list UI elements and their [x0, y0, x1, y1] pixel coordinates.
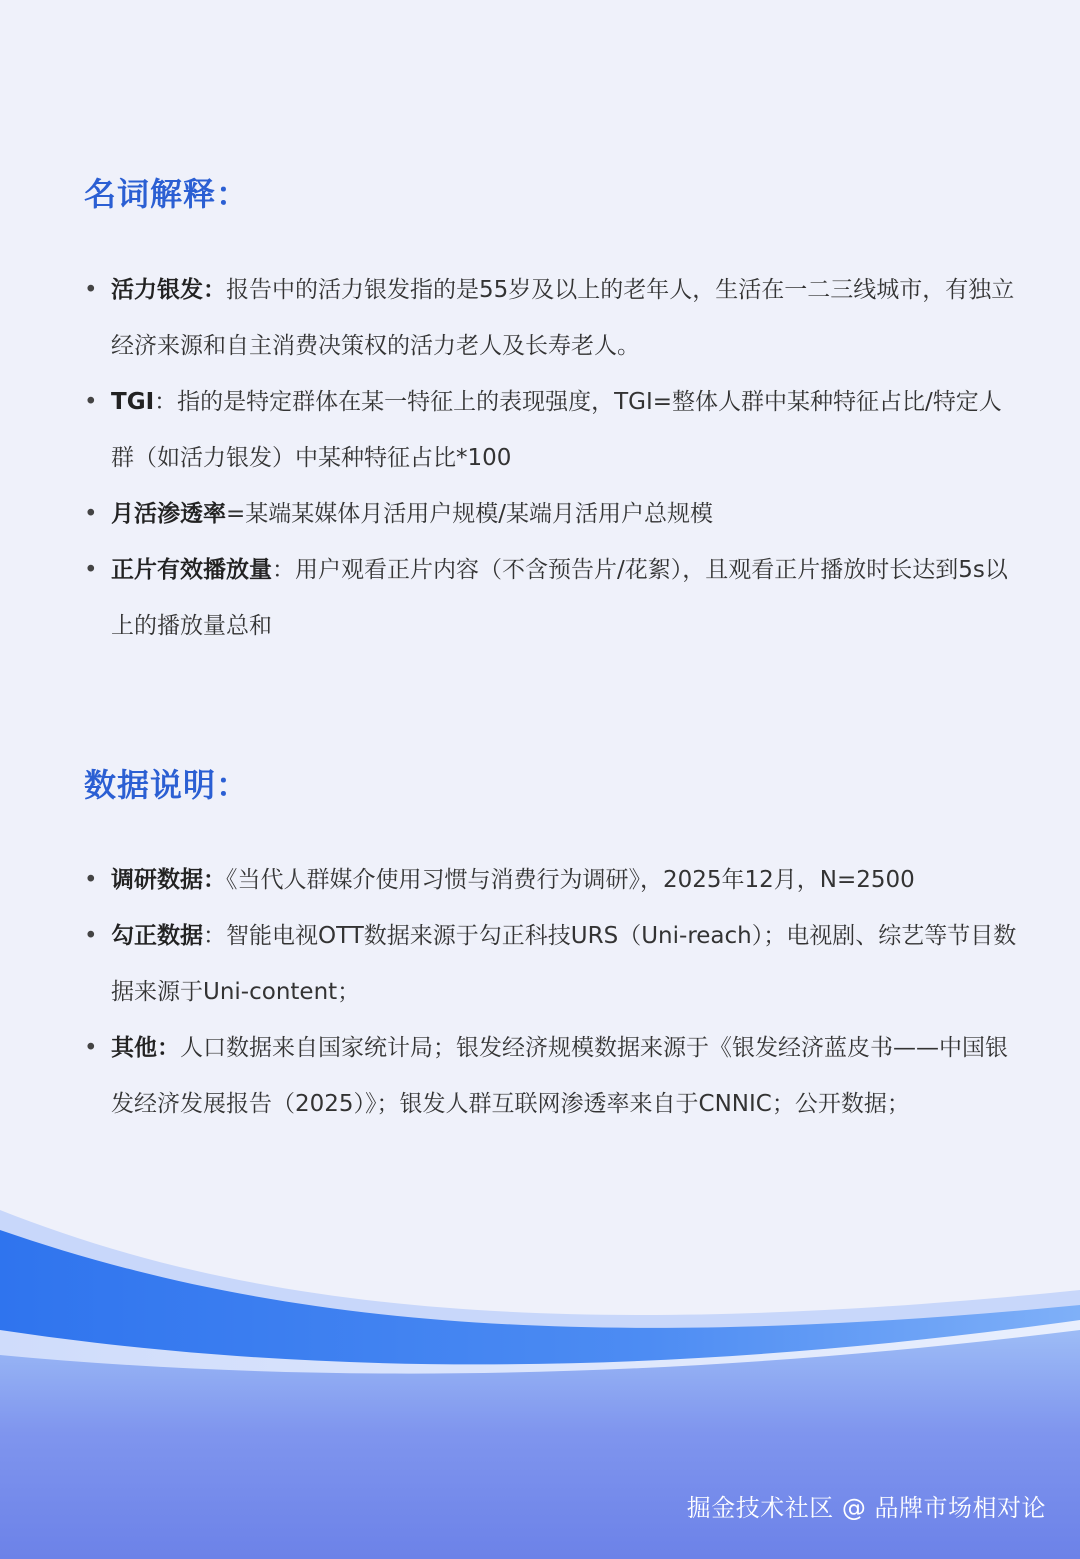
- bullet-icon: •: [84, 557, 98, 583]
- bullet-icon: •: [84, 1035, 98, 1061]
- term-description: 报告中的活力银发指的是55岁及以上的老年人，生活在一二三线城市，有独立经济来源和自主消费决策权的活力老人及长寿老人。: [111, 277, 1015, 359]
- data-source-description: 人口数据来自国家统计局；银发经济规模数据来源于《银发经济蓝皮书——中国银发经济发展报告（2025）》；银发人群互联网渗透率来自于CNNIC；公开数据；: [111, 1035, 1008, 1117]
- data-source-description: ：智能电视OTT数据来源于勾正科技URS（Uni-reach）；电视剧、综艺等节目数据来源于Uni-content；: [111, 923, 1017, 1005]
- data-source-label: 勾正数据: [111, 923, 203, 949]
- bullet-icon: •: [84, 277, 98, 303]
- list-item-term: [84, 262, 1019, 374]
- term-description: ：指的是特定群体在某一特征上的表现强度，TGI=整体人群中某种特征占比/特定人群（如活力银发）中某种特征占比*100: [111, 389, 1002, 471]
- bullet-icon: •: [84, 867, 98, 893]
- list-item-data-source: [84, 852, 1019, 908]
- list-item-data-source: [84, 908, 1019, 1020]
- list-item-term: [84, 374, 1019, 486]
- data-source-description: 《当代人群媒介使用习惯与消费行为调研》，2025年12月，N=2500: [226, 867, 915, 893]
- list-item-term: [84, 542, 1019, 654]
- bullet-icon: •: [84, 923, 98, 949]
- term-label: 活力银发：: [111, 277, 226, 303]
- data-source-label: 调研数据：: [111, 867, 226, 893]
- term-label: TGI: [111, 389, 155, 415]
- term-description: ：用户观看正片内容（不含预告片/花絮），且观看正片播放时长达到5s以上的播放量总和: [111, 557, 1008, 639]
- data-source-label: 其他：: [111, 1035, 180, 1061]
- footer-watermark: 掘金技术社区 @ 品牌市场相对论: [686, 1494, 1046, 1522]
- list-item-term: [84, 486, 1019, 542]
- data-sources-list: [84, 852, 1019, 1132]
- list-item-data-source: [84, 1020, 1019, 1132]
- terms-section-title: 名词解释：: [84, 175, 250, 213]
- bullet-icon: •: [84, 501, 98, 527]
- bullet-icon: •: [84, 389, 98, 415]
- terms-list: [84, 262, 1019, 654]
- data-section-title: 数据说明：: [84, 766, 250, 804]
- term-label: 月活渗透率: [111, 501, 226, 527]
- term-description: =某端某媒体月活用户规模/某端月活用户总规模: [226, 501, 714, 527]
- term-label: 正片有效播放量: [111, 557, 272, 583]
